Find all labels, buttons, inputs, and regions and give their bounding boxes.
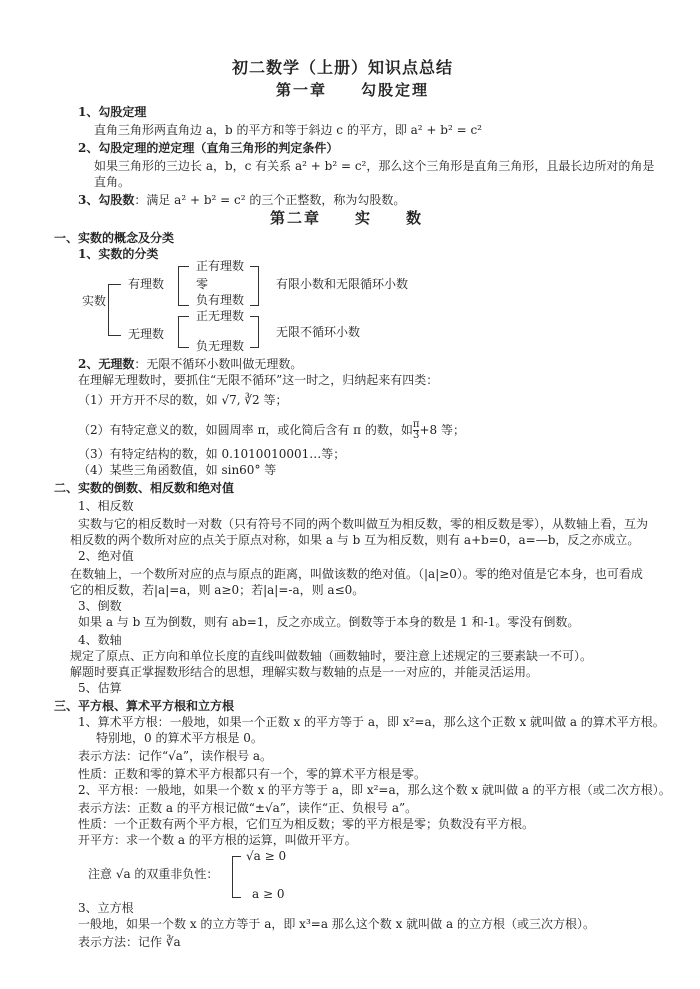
q1-line1: 1、算术平方根：一般地，如果一个正数 x 的平方等于 a，即 x²=a，那么这个正数 x 就叫做 a 的算术平方根。 xyxy=(78,715,665,729)
p3-heading: 3、倒数 xyxy=(78,599,122,613)
q3-line2: 表示方法：记作 ∛a xyxy=(78,935,181,949)
p5-heading: 5、估算 xyxy=(78,681,122,695)
sub1-heading: 1、实数的分类 xyxy=(78,247,159,261)
note-text: 注意 √a 的双重非负性： xyxy=(88,867,219,881)
fraction-denominator: 3 xyxy=(412,430,420,441)
page-title: 初二数学（上册）知识点总结 xyxy=(232,58,454,77)
chapter2-heading: 第二章 实 数 xyxy=(270,209,424,227)
tree-brace-main xyxy=(108,284,121,336)
s2-body2: 直角。 xyxy=(94,175,131,189)
kind-2-text: （2）有特定意义的数，如圆周率 π，或化简后含有 π 的数，如 xyxy=(78,423,413,437)
tree-rational: 有理数 xyxy=(128,277,165,291)
fraction-numerator: π xyxy=(412,419,420,430)
p1-line1: 实数与它的相反数时一对数（只有符号不同的两个数叫做互为相反数，零的相反数是零），从数轴上看，互为 xyxy=(78,517,649,531)
tree-i1: 正无理数 xyxy=(196,309,245,323)
tree-brace-irrational xyxy=(178,316,189,348)
p1-line2: 相反数的两个数所对应的点关于原点对称，如果 a 与 b 互为相反数，则有 a+b=0，a=—b，反之亦成立。 xyxy=(70,533,640,547)
section2-heading: 二、实数的倒数、相反数和绝对值 xyxy=(54,481,235,495)
chapter1-heading: 第一章 勾股定理 xyxy=(276,81,430,99)
s2-label: 2、勾股定理的逆定理（直角三角形的判定条件） xyxy=(78,141,339,155)
s1-body: 直角三角形两直角边 a，b 的平方和等于斜边 c 的平方，即 a² + b² = c² xyxy=(94,123,482,137)
sub2-body: ：无限不循环小数叫做无理数。 xyxy=(134,357,303,371)
s1-label: 1、勾股定理 xyxy=(78,105,147,119)
note-cond-1: √a ≥ 0 xyxy=(246,849,287,863)
q1-line4: 性质：正数和零的算术平方根都只有一个，零的算术平方根是零。 xyxy=(78,767,427,781)
q2-line2: 表示方法：正数 a 的平方根记做“±√a”，读作“正、负根号 a”。 xyxy=(78,801,418,815)
q2-line4: 开平方：求一个数 a 的平方根的运算，叫做开平方。 xyxy=(78,833,357,847)
tree-root: 实数 xyxy=(82,294,107,308)
q1-line2: 特别地，0 的算术平方根是 0。 xyxy=(96,731,263,745)
kind-2-tail: +8 等； xyxy=(419,423,465,437)
kind-4: （4）某些三角函数值，如 sin60° 等 xyxy=(78,463,277,477)
tree-i2: 负无理数 xyxy=(196,339,245,353)
p2-heading: 2、绝对值 xyxy=(78,549,134,563)
tree-brace-irrational-right xyxy=(250,316,259,348)
tree-r3: 负有理数 xyxy=(196,293,245,307)
p4-line2: 解题时要真正掌握数形结合的思想，理解实数与数轴的点是一一对应的，并能灵活运用。 xyxy=(70,665,539,679)
tree-r2: 零 xyxy=(196,277,209,291)
s3-line xyxy=(78,192,405,208)
s2-body1: 如果三角形的三边长 a，b，c 有关系 a² + b² = c²，那么这个三角形是直角三角形，且最长边所对的角是 xyxy=(94,159,655,173)
note-cond-2: a ≥ 0 xyxy=(252,887,285,901)
sub2-label: 2、无理数 xyxy=(78,357,135,371)
tree-r1: 正有理数 xyxy=(196,259,245,273)
kind-2 xyxy=(78,420,465,441)
p3-line1: 如果 a 与 b 互为倒数，则有 ab=1，反之亦成立。倒数等于本身的数是 1 和-1。零没有倒数。 xyxy=(78,615,580,629)
q2-line3: 性质：一个正数有两个平方根，它们互为相反数；零的平方根是零；负数没有平方根。 xyxy=(78,817,535,831)
q1-line3: 表示方法：记作“√a”，读作根号 a。 xyxy=(78,749,273,763)
q2-line1: 2、平方根：一般地，如果一个数 x 的平方等于 a，即 x²=a，那么这个数 x 就叫做 a 的平方根（或二次方根）。 xyxy=(78,783,671,797)
p2-line2: 它的相反数，若|a|=a，则 a≥0；若|a|=-a，则 a≤0。 xyxy=(70,583,365,597)
p4-heading: 4、数轴 xyxy=(78,633,122,647)
tree-rdesc: 有限小数和无限循环小数 xyxy=(276,277,409,291)
kind-3: （3）有特定结构的数，如 0.1010010001…等； xyxy=(78,447,346,461)
tree-brace-rational-right xyxy=(250,266,259,306)
q3-heading: 3、立方根 xyxy=(78,901,134,915)
p2-line1: 在数轴上，一个数所对应的点与原点的距离，叫做该数的绝对值。（|a|≥0）。零的绝对值是它本身，也可看成 xyxy=(70,567,643,581)
note-brace xyxy=(232,856,241,898)
tree-brace-rational xyxy=(178,266,189,306)
section1-heading: 一、实数的概念及分类 xyxy=(54,231,175,245)
s3-body: ：满足 a² + b² = c² 的三个正整数，称为勾股数。 xyxy=(134,193,406,207)
p4-line1: 规定了原点、正方向和单位长度的直线叫做数轴（画数轴时，要注意上述规定的三要素缺一不可）。 xyxy=(70,649,593,663)
s3-label: 3、勾股数 xyxy=(78,193,135,207)
section3-heading: 三、平方根、算术平方根和立方根 xyxy=(54,699,235,713)
tree-irrational: 无理数 xyxy=(128,327,165,341)
irrational-intro: 在理解无理数时，要抓住“无限不循环”这一时之，归纳起来有四类： xyxy=(78,373,439,387)
p1-heading: 1、相反数 xyxy=(78,499,134,513)
q3-line1: 一般地，如果一个数 x 的立方等于 a，即 x³=a 那么这个数 x 就叫做 a 的立方根（或三次方根）。 xyxy=(78,917,595,931)
sub2-line xyxy=(78,356,302,372)
kind-1: （1）开方开不尽的数，如 √7, ∛2 等； xyxy=(78,393,288,407)
tree-idesc: 无限不循环小数 xyxy=(276,325,361,339)
